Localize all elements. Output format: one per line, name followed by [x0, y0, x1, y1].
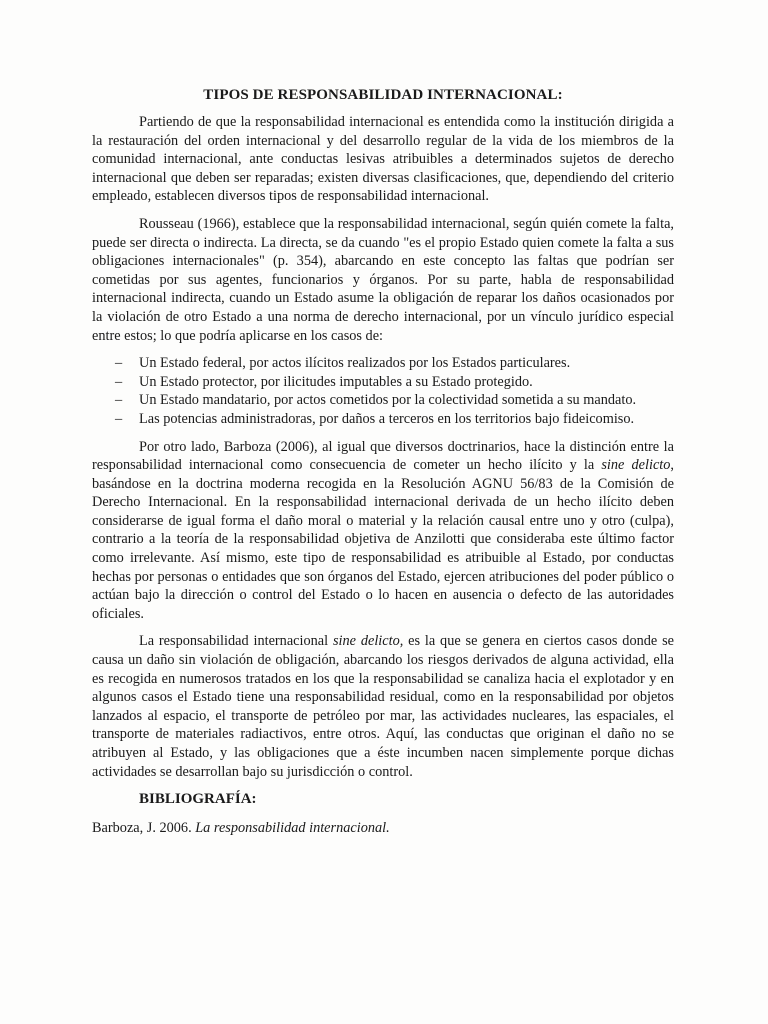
list-item-text: Un Estado mandatario, por actos cometidos por la colectividad sometida a su mandato.	[139, 392, 637, 409]
paragraph-sine-delicto-text-b: es la que se genera en ciertos casos donde se causa un daño sin violación de obligación, abarcando los riesgos derivados de alguna actividad, ella es recogida en numerosos tratados en los que la responsabilidad se canaliza hacia el explotador y en algunos casos el Estado tiene una responsabilidad residual, como en la responsabilidad por objetos lanzados al espacio, el transporte de petróleo por mar, las actividades nucleares, las espaciales, el transporte de materiales radiactivos, entre otros. Aquí, las conductas que originan el daño no se atribuyen al Estado, y las obligaciones que a éste incumben nacen simplemente porque dichas actividades se desarrollan bajo su jurisdicción o control.	[92, 633, 674, 780]
list-item-text: Un Estado protector, por ilicitudes imputables a su Estado protegido.	[139, 373, 533, 390]
document-title: TIPOS DE RESPONSABILIDAD INTERNACIONAL:	[203, 87, 563, 103]
list-dash-marker: –	[115, 410, 123, 427]
list-item	[92, 373, 674, 392]
indirect-responsibility-list	[92, 354, 674, 428]
list-item	[92, 354, 674, 373]
paragraph-barboza	[92, 438, 674, 624]
bibliography-author: Barboza, J. 2006.	[92, 820, 196, 837]
list-dash-marker: –	[115, 392, 123, 409]
bibliography-title: La responsabilidad internacional.	[195, 820, 390, 837]
list-item	[92, 391, 674, 410]
paragraph-barboza-text-b: , basándose en la doctrina moderna recogida en la Resolución AGNU 56/83 de la Comisión de Derecho Internacional. En la responsabilidad internacional derivada de un hecho ilícito deben considerarse de igual forma el daño moral o material y la relación causal entre uno y otro (culpa), contrario a la teoría de la responsabilidad objetiva de Anzilotti que consideraba este último factor como irrelevante. Así mismo, este tipo de responsabilidad es atribuible al Estado, por conductas hechas por personas o entidades que son órganos del Estado, ejercen atribuciones del poder público o actúan bajo la dirección o control del Estado o lo hacen en ausencia o defecto de las autoridades oficiales.	[92, 457, 674, 622]
bibliography-heading: BIBLIOGRAFÍA:	[139, 791, 257, 808]
bibliography-entry	[92, 819, 674, 838]
sine-delicto-term: sine delicto,	[332, 633, 404, 650]
list-dash-marker: –	[115, 355, 123, 372]
list-item-text: Un Estado federal, por actos ilícitos realizados por los Estados particulares.	[139, 355, 571, 372]
paragraph-intro: Partiendo de que la responsabilidad internacional es entendida como la institución dirigida a la restauración del orden internacional y del desarrollo regular de la vida de los miembros de la comunidad internacional, ante conductas lesivas atribuibles a determinados sujetos de derecho internacional que deben ser reparadas; existen diversas clasificaciones, que, dependiendo del criterio empleado, establecen diversos tipos de responsabilidad internacional.	[92, 114, 674, 205]
list-dash-marker: –	[115, 373, 123, 390]
paragraph-sine-delicto	[92, 632, 674, 781]
list-item	[92, 410, 674, 429]
list-item-text: Las potencias administradoras, por daños a terceros en los territorios bajo fideicomiso.	[139, 410, 635, 427]
sine-delicto-term: sine delicto	[601, 457, 671, 474]
paragraph-rousseau: Rousseau (1966), establece que la responsabilidad internacional, según quién comete la falta, puede ser directa o indirecta. La directa, se da cuando "es el propio Estado quien comete la falta a sus obligaciones internacionales" (p. 354), abarcando en este concepto las faltas que podrían ser cometidas por sus agentes, funcionarios y órganos. Por su parte, habla de responsabilidad internacional indirecta, cuando un Estado asume la obligación de reparar los daños ocasionados por la violación de otro Estado a una norma de derecho internacional, por un vínculo jurídico especial entre estos; lo que podría aplicarse en los casos de:	[92, 215, 674, 344]
paragraph-barboza-text-a: Por otro lado, Barboza (2006), al igual que diversos doctrinarios, hace la distinción entre la responsabilidad internacional como consecuencia de cometer un hecho ilícito y la	[92, 438, 674, 474]
paragraph-sine-delicto-text-a: La responsabilidad internacional	[139, 633, 333, 650]
